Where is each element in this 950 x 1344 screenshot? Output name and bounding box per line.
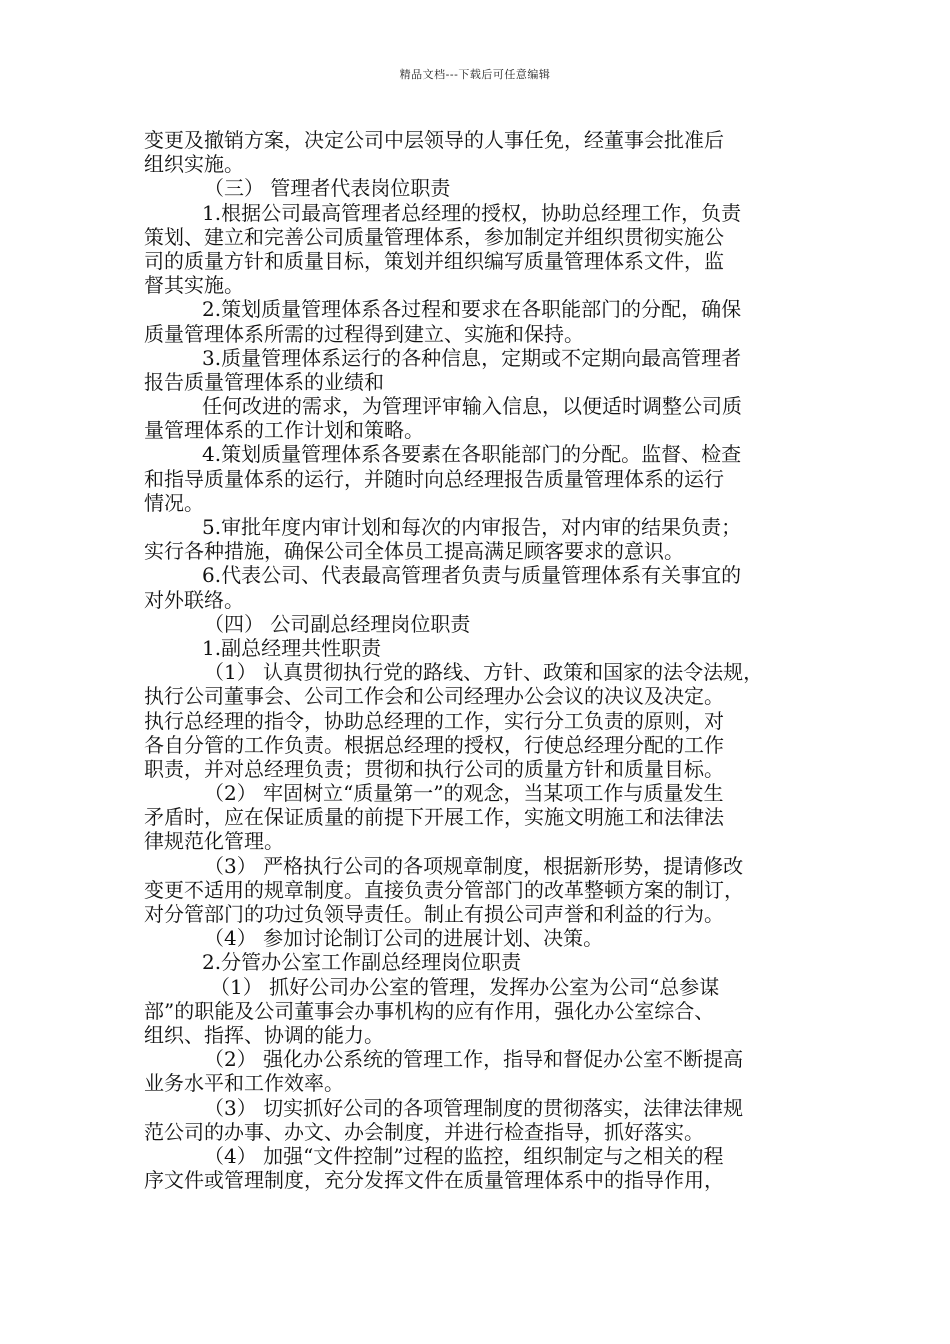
text-line: 组织、指挥、协调的能力。 xyxy=(144,1022,384,1047)
text-line: 督其实施。 xyxy=(144,273,244,298)
section-heading: （四） 公司副总经理岗位职责 xyxy=(204,611,471,636)
text-line: （2） 强化办公系统的管理工作，指导和督促办公室不断提高 xyxy=(204,1047,744,1072)
text-line: （4） 参加讨论制订公司的进展计划、决策。 xyxy=(204,926,604,951)
page-header: 精品文档---下载后可任意编辑 xyxy=(399,68,551,81)
text-line: 6.代表公司、代表最高管理者负责与质量管理体系有关事宜的 xyxy=(202,563,742,588)
text-line: 2.策划质量管理体系各过程和要求在各职能部门的分配，确保 xyxy=(202,297,742,322)
text-line: 和指导质量体系的运行，并随时向总经理报告质量管理体系的运行 xyxy=(144,466,724,491)
text-line: 任何改进的需求，为管理评审输入信息，以便适时调整公司质 xyxy=(202,394,742,419)
text-line: 律规范化管理。 xyxy=(144,829,284,854)
text-line: （1） 认真贯彻执行党的路线、方针、政策和国家的法令法规， xyxy=(204,660,764,685)
text-line: 变更不适用的规章制度。直接负责分管部门的改革整顿方案的制订， xyxy=(144,877,744,902)
text-line: 实行各种措施，确保公司全体员工提高满足顾客要求的意识。 xyxy=(144,539,684,564)
text-line: （4） 加强“文件控制”过程的监控，组织制定与之相关的程 xyxy=(204,1143,724,1168)
text-line: （3） 切实抓好公司的各项管理制度的贯彻落实，法律法律规 xyxy=(204,1095,744,1120)
text-line: 组织实施。 xyxy=(144,152,244,177)
text-line: 部”的职能及公司董事会办事机构的应有作用，强化办公室综合、 xyxy=(144,998,715,1023)
text-line: 司的质量方针和质量目标，策划并组织编写质量管理体系文件，监 xyxy=(144,248,724,273)
text-line: 5.审批年度内审计划和每次的内审报告，对内审的结果负责； xyxy=(202,515,742,539)
text-line: 4.策划质量管理体系各要素在各职能部门的分配。监督、检查 xyxy=(202,442,742,467)
section-heading: （三） 管理者代表岗位职责 xyxy=(204,176,451,201)
text-line: 执行公司董事会、公司工作会和公司经理办公会议的决议及决定。 xyxy=(144,684,724,709)
text-line: 执行总经理的指令，协助总经理的工作，实行分工负责的原则，对 xyxy=(144,708,724,733)
text-line: 量管理体系的工作计划和策略。 xyxy=(144,418,424,443)
text-line: 策划、建立和完善公司质量管理体系，参加制定并组织贯彻实施公 xyxy=(144,224,724,249)
text-line: 对分管部门的功过负领导责任。制止有损公司声誉和利益的行为。 xyxy=(144,902,724,926)
text-line: 业务水平和工作效率。 xyxy=(144,1071,344,1096)
text-line: （1） 抓好公司办公室的管理，发挥办公室为公司“总参谋 xyxy=(210,974,720,999)
subsection-heading: 1.副总经理共性职责 xyxy=(202,635,382,660)
text-line: （3） 严格执行公司的各项规章制度，根据新形势，提请修改 xyxy=(204,853,744,878)
text-line: 报告质量管理体系的业绩和 xyxy=(144,369,384,394)
text-line: 各自分管的工作负责。根据总经理的授权，行使总经理分配的工作 xyxy=(144,732,724,757)
text-line: 变更及撤销方案，决定公司中层领导的人事任免，经董事会批准后 xyxy=(144,128,724,152)
text-line: 序文件或管理制度，充分发挥文件在质量管理体系中的指导作用， xyxy=(144,1168,724,1193)
text-line: 范公司的办事、办文、办会制度，并进行检查指导，抓好落实。 xyxy=(144,1119,704,1144)
text-line: （2） 牢固树立“质量第一”的观念，当某项工作与质量发生 xyxy=(204,781,724,806)
text-line: 职责，并对总经理负责；贯彻和执行公司的质量方针和质量目标。 xyxy=(144,756,724,781)
text-line: 对外联络。 xyxy=(144,587,244,612)
text-line: 情况。 xyxy=(144,490,204,515)
subsection-heading: 2.分管办公室工作副总经理岗位职责 xyxy=(202,950,522,975)
text-line: 质量管理体系所需的过程得到建立、实施和保持。 xyxy=(144,321,584,346)
text-line: 1.根据公司最高管理者总经理的授权，协助总经理工作，负责 xyxy=(202,200,742,225)
text-line: 矛盾时，应在保证质量的前提下开展工作，实施文明施工和法律法 xyxy=(144,805,724,830)
document-body xyxy=(144,128,816,1192)
text-line: 3.质量管理体系运行的各种信息，定期或不定期向最高管理者 xyxy=(202,345,742,370)
